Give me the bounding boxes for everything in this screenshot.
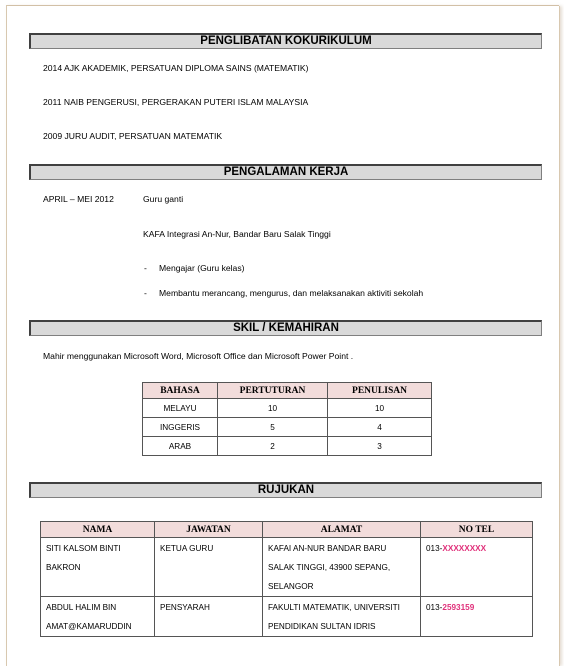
experience-period: APRIL – MEI 2012 bbox=[43, 194, 114, 204]
experience-role: Guru ganti bbox=[143, 194, 184, 204]
table-row bbox=[143, 418, 432, 437]
table-cell: MELAYU bbox=[143, 399, 218, 418]
table-row bbox=[143, 437, 432, 456]
tel-number: XXXXXXXX bbox=[442, 544, 487, 553]
table-row bbox=[41, 538, 533, 597]
table-cell bbox=[41, 538, 155, 597]
table-row bbox=[41, 597, 533, 637]
table-cell: 4 bbox=[328, 418, 432, 437]
reference-address-line: SALAK TINGGI, 43900 SEPANG, bbox=[268, 563, 391, 572]
skills-summary: Mahir menggunakan Microsoft Word, Microsoft Office dan Microsoft Power Point . bbox=[43, 351, 354, 361]
table-cell: 2 bbox=[218, 437, 328, 456]
column-header: ALAMAT bbox=[263, 522, 421, 538]
bullet-marker: - bbox=[144, 288, 147, 298]
table-cell: 10 bbox=[328, 399, 432, 418]
reference-name-line: BAKRON bbox=[46, 563, 81, 572]
references-table bbox=[40, 521, 533, 637]
reference-name-line: AMAT@KAMARUDDIN bbox=[46, 622, 132, 631]
tel-prefix: 013- bbox=[426, 603, 443, 612]
table-cell bbox=[421, 538, 533, 597]
table-cell bbox=[421, 597, 533, 637]
section-header-experience: PENGALAMAN KERJA bbox=[29, 164, 542, 180]
column-header: PERTUTURAN bbox=[218, 383, 328, 399]
section-header-skills: SKIL / KEMAHIRAN bbox=[29, 320, 542, 336]
tel-number: 2593159 bbox=[442, 603, 475, 612]
section-header-cocurricular: PENGLIBATAN KOKURIKULUM bbox=[29, 33, 542, 49]
table-cell: 3 bbox=[328, 437, 432, 456]
column-header: NAMA bbox=[41, 522, 155, 538]
table-cell bbox=[263, 597, 421, 637]
cocurricular-item: 2014 AJK AKADEMIK, PERSATUAN DIPLOMA SAINS (MATEMATIK) bbox=[43, 63, 309, 73]
reference-address-line: KAFAI AN-NUR BANDAR BARU bbox=[268, 544, 387, 553]
table-cell: KETUA GURU bbox=[155, 538, 263, 597]
table-cell: INGGERIS bbox=[143, 418, 218, 437]
reference-name-line: SITI KALSOM BINTI bbox=[46, 544, 121, 553]
column-header: NO TEL bbox=[421, 522, 533, 538]
table-header-row bbox=[143, 383, 432, 399]
table-row bbox=[143, 399, 432, 418]
column-header: JAWATAN bbox=[155, 522, 263, 538]
tel-prefix: 013- bbox=[426, 544, 443, 553]
experience-duty: Membantu merancang, mengurus, dan melaksanakan aktiviti sekolah bbox=[159, 288, 424, 298]
section-header-references: RUJUKAN bbox=[29, 482, 542, 498]
table-cell: ARAB bbox=[143, 437, 218, 456]
table-cell: 5 bbox=[218, 418, 328, 437]
language-skills-table bbox=[142, 382, 432, 456]
table-cell bbox=[263, 538, 421, 597]
table-cell bbox=[41, 597, 155, 637]
bullet-marker: - bbox=[144, 263, 147, 273]
experience-duty: Mengajar (Guru kelas) bbox=[159, 263, 245, 273]
reference-address-line: SELANGOR bbox=[268, 582, 314, 591]
table-cell: 10 bbox=[218, 399, 328, 418]
column-header: PENULISAN bbox=[328, 383, 432, 399]
reference-address-line: PENDIDIKAN SULTAN IDRIS bbox=[268, 622, 376, 631]
cocurricular-item: 2011 NAIB PENGERUSI, PERGERAKAN PUTERI ISLAM MALAYSIA bbox=[43, 97, 309, 107]
reference-name-line: ABDUL HALIM BIN bbox=[46, 603, 117, 612]
column-header: BAHASA bbox=[143, 383, 218, 399]
table-cell: PENSYARAH bbox=[155, 597, 263, 637]
experience-place: KAFA Integrasi An-Nur, Bandar Baru Salak Tinggi bbox=[143, 229, 331, 239]
cocurricular-item: 2009 JURU AUDIT, PERSATUAN MATEMATIK bbox=[43, 131, 223, 141]
table-header-row bbox=[41, 522, 533, 538]
reference-address-line: FAKULTI MATEMATIK, UNIVERSITI bbox=[268, 603, 400, 612]
